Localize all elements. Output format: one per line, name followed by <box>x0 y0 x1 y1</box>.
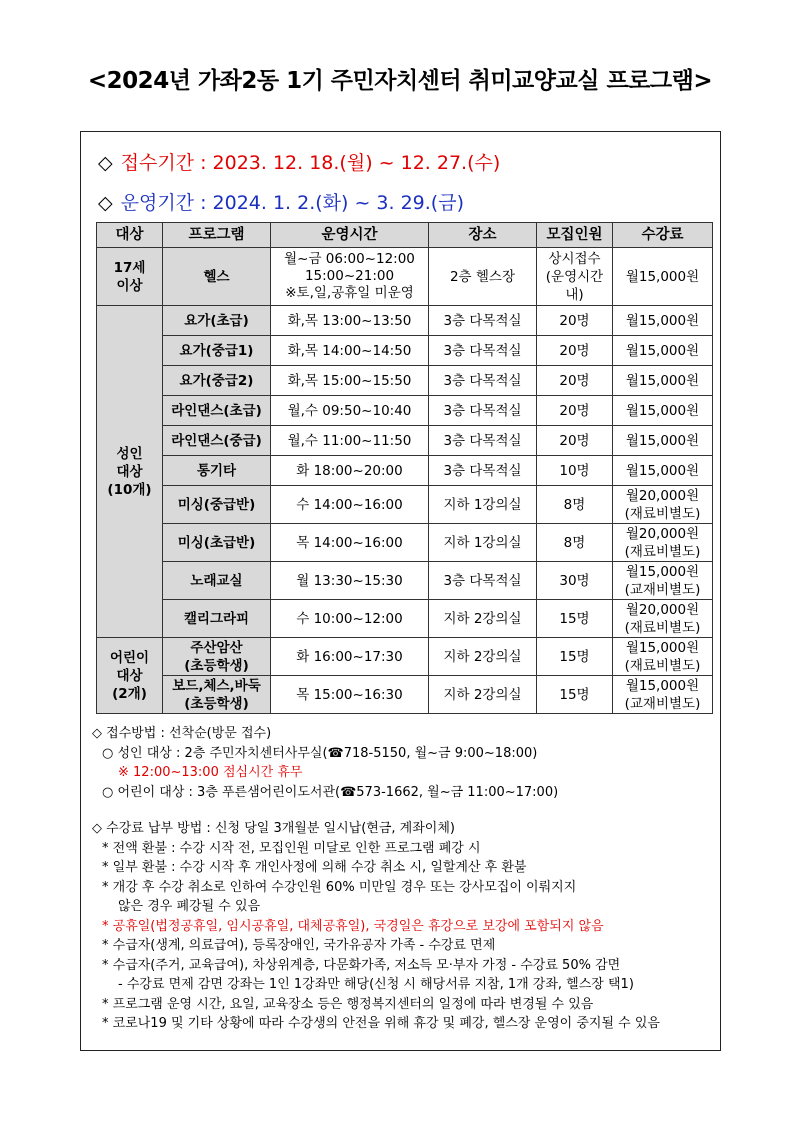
fee-cell: 월15,000원 <box>613 456 713 486</box>
adult-contact: ○ 성인 대상 : 2층 주민자치센터사무실(☎718-5150, 월~금 9:00~18:00) <box>102 745 538 761</box>
place-cell: 지하 2강의실 <box>429 676 537 714</box>
table-row <box>97 486 713 524</box>
header-capacity: 모집인원 <box>537 223 613 248</box>
time-cell: 수 10:00~12:00 <box>271 600 429 638</box>
note-item: * 코로나19 및 기타 상황에 따라 수강생의 안전을 위해 휴강 및 폐강, 헬스장 운영이 중지될 수 있음 <box>102 1016 660 1031</box>
table-row <box>97 676 713 714</box>
child-contact: ○ 어린이 대상 : 3층 푸른샘어린이도서관(☎573-1662, 월~금 11:00~17:00) <box>102 784 559 800</box>
time-cell: 월~금 06:00~12:00 15:00~21:00 ※토,일,공휴일 미운영 <box>271 248 429 306</box>
fee-cell: 월15,000원 <box>613 426 713 456</box>
table-row <box>97 366 713 396</box>
capacity-cell: 20명 <box>537 396 613 426</box>
table-row <box>97 456 713 486</box>
place-cell: 2층 헬스장 <box>429 248 537 306</box>
program-cell: 노래교실 <box>163 562 271 600</box>
time-cell: 화,목 14:00~14:50 <box>271 336 429 366</box>
fee-cell: 월15,000원 <box>613 366 713 396</box>
program-cell: 라인댄스(초급) <box>163 396 271 426</box>
program-cell: 주산암산 (초등학생) <box>163 638 271 676</box>
program-cell: 헬스 <box>163 248 271 306</box>
fee-cell: 월15,000원 (교재비별도) <box>613 562 713 600</box>
capacity-cell: 20명 <box>537 366 613 396</box>
program-cell: 미싱(중급반) <box>163 486 271 524</box>
time-cell: 월,수 11:00~11:50 <box>271 426 429 456</box>
place-cell: 3층 다목적실 <box>429 562 537 600</box>
program-cell: 요가(중급1) <box>163 336 271 366</box>
table-row <box>97 600 713 638</box>
group-label: 어린이 대상 (2개) <box>97 638 163 714</box>
diamond-icon: ◇ <box>98 192 113 214</box>
table-row <box>97 562 713 600</box>
capacity-cell: 20명 <box>537 336 613 366</box>
capacity-cell: 10명 <box>537 456 613 486</box>
time-cell: 화 16:00~17:30 <box>271 638 429 676</box>
place-cell: 지하 2강의실 <box>429 600 537 638</box>
fee-cell: 월20,000원 (재료비별도) <box>613 524 713 562</box>
program-cell: 캘리그라피 <box>163 600 271 638</box>
fee-payment: ◇ 수강료 납부 방법 : 신청 당일 3개월분 일시납(현금, 계좌이체) <box>92 821 455 836</box>
note-item: * 공휴일(법정공휴일, 임시공휴일, 대체공휴일), 국경일은 휴강으로 보강에 포함되지 않음 <box>102 918 604 934</box>
table-row <box>97 306 713 336</box>
program-cell: 미싱(초급반) <box>163 524 271 562</box>
note-item: * 프로그램 운영 시간, 요일, 교육장소 등은 행정복지센터의 일정에 따라 변경될 수 있음 <box>102 996 594 1012</box>
diamond-icon: ◇ <box>98 152 113 174</box>
time-cell: 수 14:00~16:00 <box>271 486 429 524</box>
fee-cell: 월15,000원 <box>613 306 713 336</box>
fee-cell: 월15,000원 (교재비별도) <box>613 676 713 714</box>
note-item: * 수급자(주거, 교육급여), 차상위계층, 다문화가족, 저소득 모·부자 가정 - 수강료 50% 감면 <box>102 957 621 973</box>
table-row <box>97 638 713 676</box>
time-cell: 목 14:00~16:00 <box>271 524 429 562</box>
table-row <box>97 336 713 366</box>
table-row <box>97 426 713 456</box>
fee-cell: 월15,000원 (재료비별도) <box>613 638 713 676</box>
place-cell: 3층 다목적실 <box>429 456 537 486</box>
group-label: 성인 대상 (10개) <box>97 306 163 638</box>
reception-method: ◇ 접수방법 : 선착순(방문 접수) <box>92 726 272 741</box>
program-cell: 통기타 <box>163 456 271 486</box>
fee-cell: 월15,000원 <box>613 248 713 306</box>
capacity-cell: 15명 <box>537 600 613 638</box>
capacity-cell: 20명 <box>537 426 613 456</box>
note-item: * 수급자(생계, 의료급여), 등록장애인, 국가유공자 가족 - 수강료 면제 <box>102 938 496 953</box>
table-row <box>97 396 713 426</box>
reception-period: ◇ 접수기간 : 2023. 12. 18.(월) ~ 12. 27.(수) <box>98 152 501 174</box>
table-row <box>97 248 713 306</box>
header-time: 운영시간 <box>271 223 429 248</box>
page-title: <2024년 가좌2동 1기 주민자치센터 취미교양교실 프로그램> <box>87 68 713 94</box>
capacity-cell: 15명 <box>537 676 613 714</box>
note-item: 않은 경우 폐강될 수 있음 <box>118 899 261 914</box>
time-cell: 화,목 13:00~13:50 <box>271 306 429 336</box>
program-cell: 보드,체스,바둑 (초등학생) <box>163 676 271 714</box>
program-cell: 요가(초급) <box>163 306 271 336</box>
program-cell: 요가(중급2) <box>163 366 271 396</box>
place-cell: 3층 다목적실 <box>429 396 537 426</box>
note-item: * 일부 환불 : 수강 시작 후 개인사정에 의해 수강 취소 시, 일할계산 후 환불 <box>102 860 527 875</box>
time-cell: 화,목 15:00~15:50 <box>271 366 429 396</box>
place-cell: 3층 다목적실 <box>429 366 537 396</box>
capacity-cell: 상시접수 (운영시간 내) <box>537 248 613 306</box>
place-cell: 3층 다목적실 <box>429 306 537 336</box>
capacity-cell: 20명 <box>537 306 613 336</box>
program-cell: 라인댄스(중급) <box>163 426 271 456</box>
capacity-cell: 8명 <box>537 486 613 524</box>
place-cell: 지하 2강의실 <box>429 638 537 676</box>
capacity-cell: 8명 <box>537 524 613 562</box>
header-fee: 수강료 <box>613 223 713 248</box>
note-item: * 전액 환불 : 수강 시작 전, 모집인원 미달로 인한 프로그램 폐강 시 <box>102 840 481 856</box>
header-program: 프로그램 <box>163 223 271 248</box>
header-place: 장소 <box>429 223 537 248</box>
operation-period: ◇ 운영기간 : 2024. 1. 2.(화) ~ 3. 29.(금) <box>98 192 464 214</box>
fee-cell: 월15,000원 <box>613 396 713 426</box>
note-item: * 개강 후 수강 취소로 인하여 수강인원 60% 미만일 경우 또는 강사모집이 이뤄지지 <box>102 879 577 895</box>
note-item: - 수강료 면제 감면 강좌는 1인 1강좌만 해당(신청 시 해당서류 지참, 1개 강좌, 헬스장 택1) <box>118 977 634 992</box>
program-table <box>96 222 713 714</box>
notes-section <box>92 724 722 1034</box>
fee-cell: 월20,000원 (재료비별도) <box>613 486 713 524</box>
place-cell: 3층 다목적실 <box>429 336 537 366</box>
lunch-notice: ※ 12:00~13:00 점심시간 휴무 <box>118 765 303 780</box>
capacity-cell: 30명 <box>537 562 613 600</box>
header-target: 대상 <box>97 223 163 248</box>
place-cell: 3층 다목적실 <box>429 426 537 456</box>
time-cell: 월,수 09:50~10:40 <box>271 396 429 426</box>
fee-cell: 월15,000원 <box>613 336 713 366</box>
capacity-cell: 15명 <box>537 638 613 676</box>
time-cell: 목 15:00~16:30 <box>271 676 429 714</box>
group-label: 17세 이상 <box>97 248 163 306</box>
time-cell: 월 13:30~15:30 <box>271 562 429 600</box>
place-cell: 지하 1강의실 <box>429 486 537 524</box>
place-cell: 지하 1강의실 <box>429 524 537 562</box>
time-cell: 화 18:00~20:00 <box>271 456 429 486</box>
fee-cell: 월20,000원 (재료비별도) <box>613 600 713 638</box>
table-row <box>97 524 713 562</box>
